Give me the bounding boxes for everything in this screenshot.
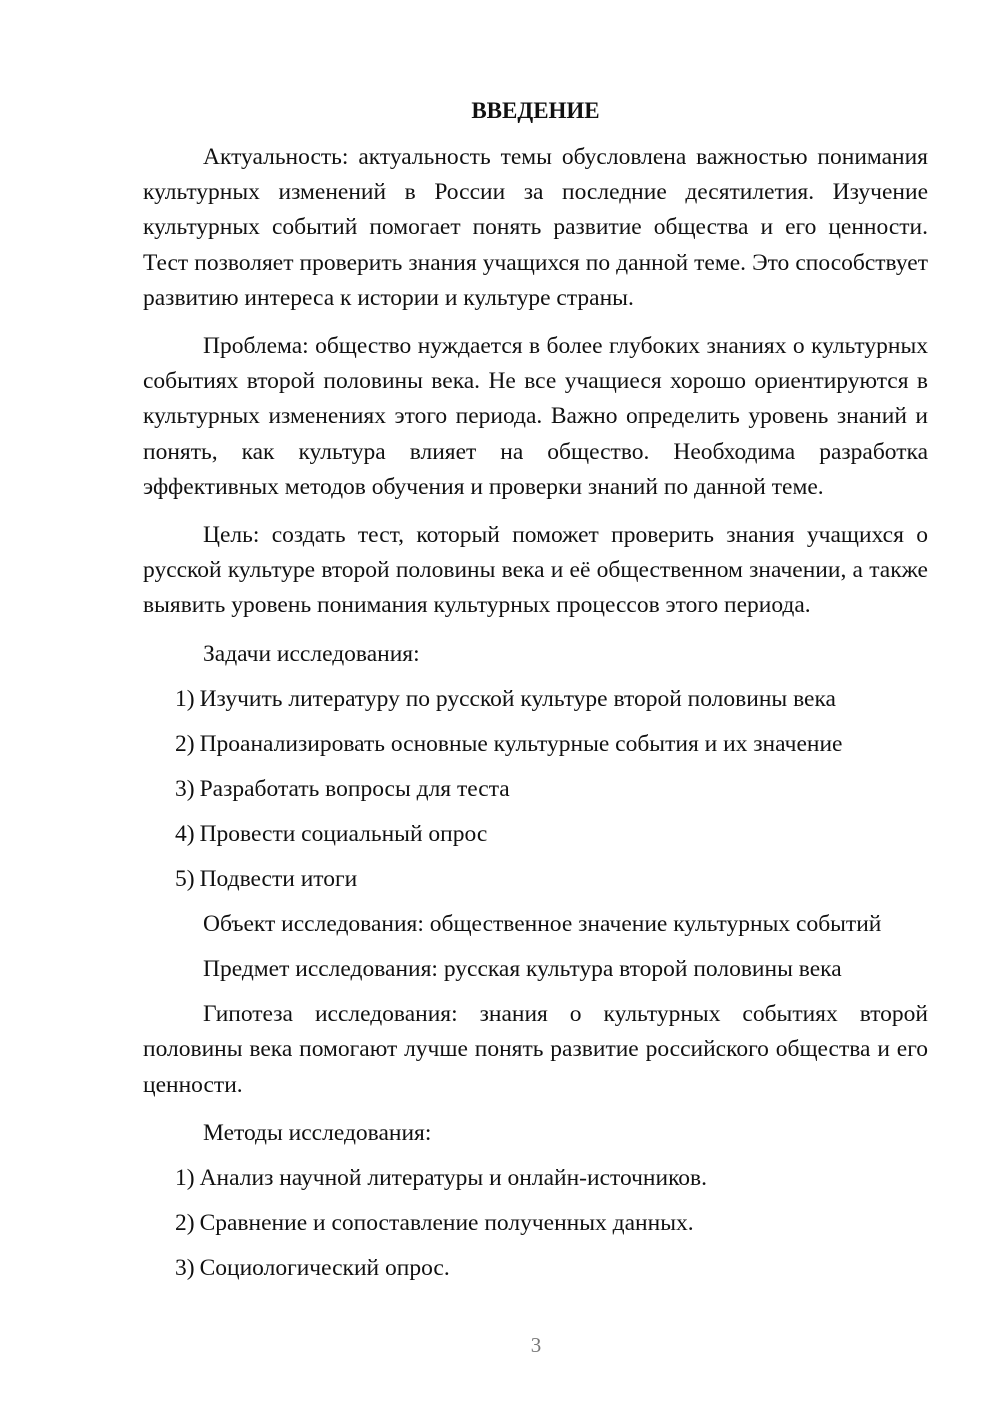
goal-paragraph: Цель: создать тест, который поможет проверить знания учащихся о русской культуре второй половины века и её общественном значении, а также выявить уровень понимания культурных процессов этого периода. <box>143 522 928 619</box>
list-item-text: Разработать вопросы для теста <box>199 775 510 802</box>
list-item-number: 2) <box>175 730 195 757</box>
list-item <box>175 1251 928 1286</box>
list-item <box>175 1161 928 1196</box>
list-item-text: Сравнение и сопоставление полученных данных. <box>199 1210 694 1237</box>
page-content <box>143 94 928 1296</box>
list-item-text: Анализ научной литературы и онлайн-источников. <box>199 1165 708 1192</box>
list-item-number: 5) <box>175 865 195 892</box>
list-item-number: 1) <box>175 685 195 712</box>
list-item-text: Провести социальный опрос <box>199 820 488 847</box>
list-item-text: Социологический опрос. <box>199 1255 450 1282</box>
object-paragraph: Объект исследования: общественное значение культурных событий <box>203 910 882 937</box>
methods-heading: Методы исследования: <box>203 1119 432 1146</box>
relevance-paragraph: Актуальность: актуальность темы обусловлена важностью понимания культурных изменений в России за последние десятилетия. Изучение культурных событий помогает понять развитие общества и его ценности. Тест позволяет проверить знания учащихся по данной теме. Это способствует развитию интереса к истории и культуре страны. <box>143 144 928 311</box>
subject-paragraph: Предмет исследования: русская культура второй половины века <box>203 956 842 983</box>
list-item <box>175 1206 928 1241</box>
list-item-number: 3) <box>175 775 195 802</box>
list-item-number: 3) <box>175 1255 195 1282</box>
list-item <box>175 862 928 897</box>
list-item-text: Подвести итоги <box>199 865 358 892</box>
list-item <box>175 817 928 852</box>
list-item <box>175 772 928 807</box>
list-item-number: 1) <box>175 1165 195 1192</box>
problem-paragraph: Проблема: общество нуждается в более глубоких знаниях о культурных событиях второй половины века. Не все учащиеся хорошо ориентируются в культурных изменениях этого периода. Важно определить уровень знаний и понять, как культура влияет на общество. Необходима разработка эффективных методов обучения и проверки знаний по данной теме. <box>143 333 928 500</box>
list-item-number: 4) <box>175 820 195 847</box>
list-item <box>175 682 928 717</box>
methods-list <box>143 1161 928 1286</box>
list-item <box>175 727 928 762</box>
list-item-number: 2) <box>175 1210 195 1237</box>
tasks-heading: Задачи исследования: <box>203 640 420 667</box>
page-number: 3 <box>530 1333 542 1357</box>
hypothesis-paragraph: Гипотеза исследования: знания о культурных событиях второй половины века помогают лучше понять развитие российского общества и его ценности. <box>143 1001 928 1098</box>
section-title: ВВЕДЕНИЕ <box>471 98 600 123</box>
tasks-list <box>143 682 928 897</box>
list-item-text: Изучить литературу по русской культуре второй половины века <box>199 685 836 712</box>
list-item-text: Проанализировать основные культурные события и их значение <box>199 730 843 757</box>
